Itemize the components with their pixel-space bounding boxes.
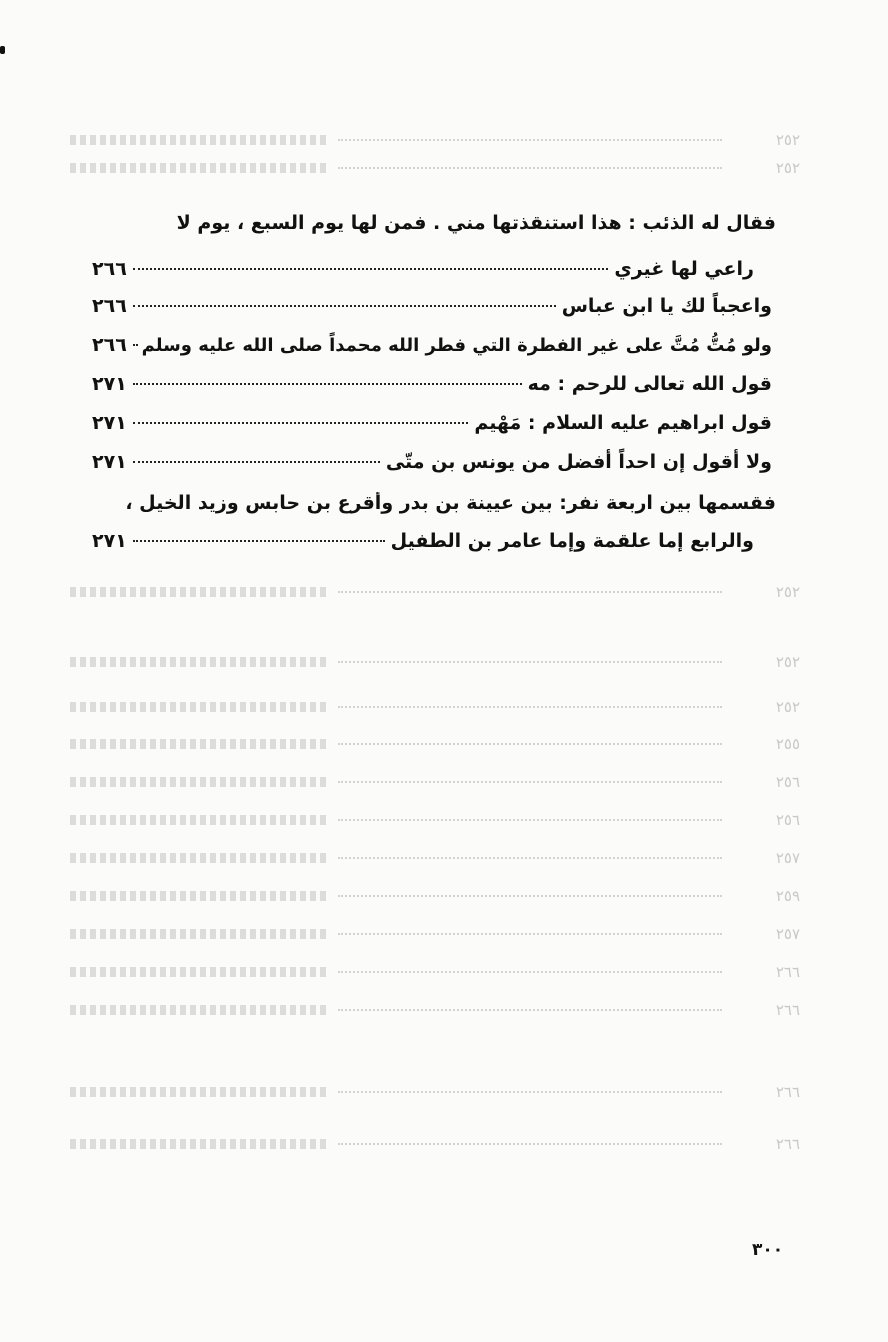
toc-entry [92,412,772,446]
toc-entry-page: ٢٦٦ [92,334,127,356]
toc-entry-title: راعي لها غيري [614,258,754,280]
toc-entry-page: ٢٦٦ [92,295,127,317]
dot-leader [133,268,609,270]
margin-mark [0,46,5,54]
dot-leader [133,305,556,307]
dot-leader [133,540,385,542]
page-number: ٣٠٠ [752,1240,784,1260]
toc-entry-continued-text: فقسمها بين اربعة نفر: بين عيينة بن بدر وأقرع بن حابس وزيد الخيل ، [125,492,776,514]
toc-entry-page: ٢٦٦ [92,258,127,280]
toc-entry [92,334,772,368]
toc-entry-title: قول الله تعالى للرحم : مه [527,373,772,395]
toc-entry-continued-text: فقال له الذئب : هذا استنقذتها مني . فمن لها يوم السبع ، يوم لا [176,212,776,234]
dot-leader [133,383,522,385]
toc-entry [92,258,754,292]
toc-entry [92,451,772,485]
bleed-through-text: ٢٥٢ ٢٥٢ ٢٥٢ ٢٥٢ ٢٥٢ ٢٥٥ ٢٥٦ ٢٥٦ ٢٥٧ ٢٥٩ ٢٥٧ ٢٦٦ ٢٦٦ ٢٦٦ ٢٦٦ [70,120,810,1150]
toc-entry-page: ٢٧١ [92,373,127,395]
dot-leader [133,344,136,346]
toc-entry [92,295,772,329]
toc-entry-page: ٢٧١ [92,412,127,434]
toc-entry [92,373,772,407]
toc-entry-title: ولو مُتُّ مُتَّ على غير الفطرة التي فطر الله محمداً صلى الله عليه وسلم [141,335,772,356]
dot-leader [133,461,380,463]
toc-entry-page: ٢٧١ [92,530,127,552]
dot-leader [133,422,469,424]
toc-entry-title: قول ابراهيم عليه السلام : مَهْيم [474,412,772,434]
toc-entry-title: والرابع إما علقمة وإما عامر بن الطفيل [390,530,754,552]
toc-entry-title: ولا أقول إن احداً أفضل من يونس بن متّى [385,451,772,473]
toc-entry [92,530,754,564]
toc-entry-title: واعجباً لك يا ابن عباس [561,295,772,317]
toc-entry-page: ٢٧١ [92,451,127,473]
